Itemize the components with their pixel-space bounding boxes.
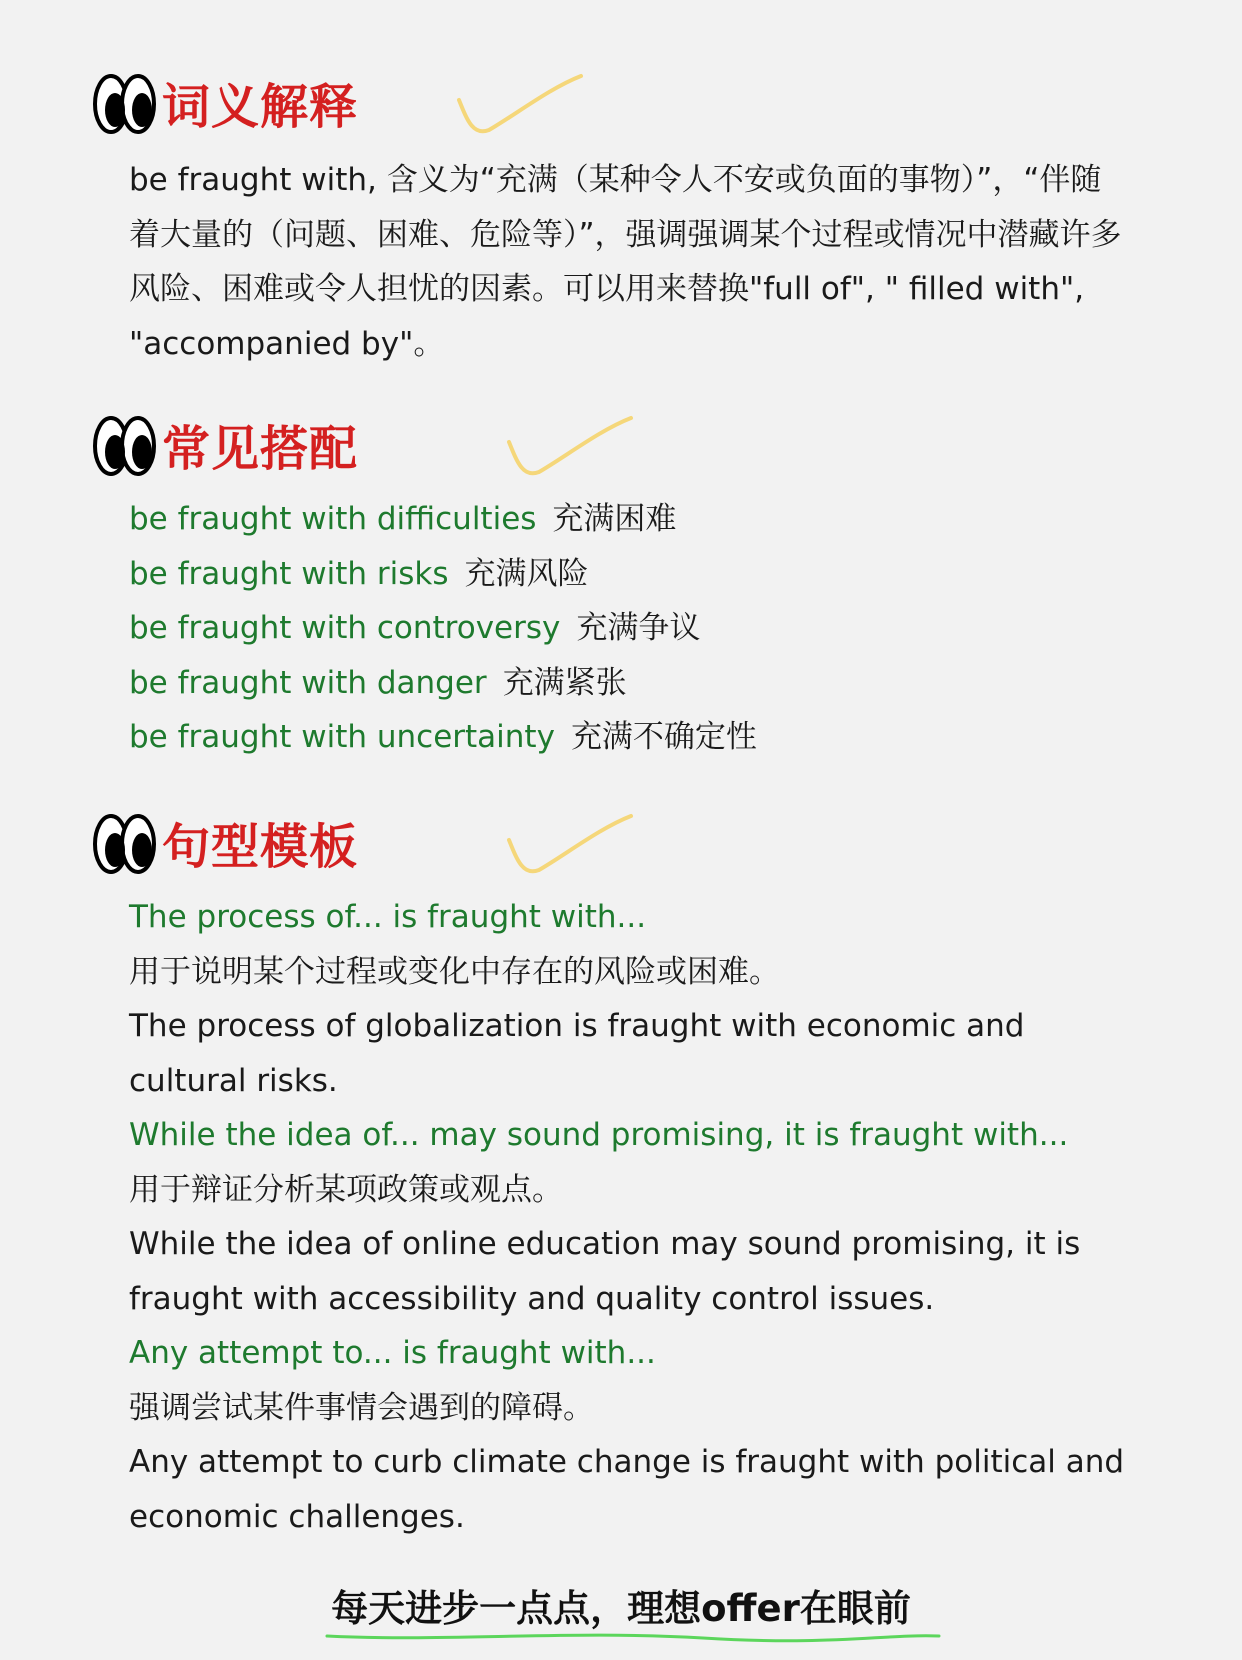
template-example: Any attempt to curb climate change is fraught with political and economic challenges. [129,1444,1125,1535]
collocation-en: be fraught with difficulties [129,501,537,537]
collocation-zh: 充满争议 [576,610,701,646]
checkmark-icon [505,810,635,880]
section-title: 词义解释 [162,79,359,135]
template-pattern: Any attempt to... is fraught with... [129,1335,656,1371]
template-usage: 用于说明某个过程或变化中存在的风险或困难。 [129,953,780,990]
list-item [129,492,1189,547]
eyes-icon [92,412,158,478]
section-header-collocations [92,410,358,479]
collocation-en: be fraught with danger [129,664,487,701]
template-pattern: The process of... is fraught with... [129,899,647,935]
collocation-zh: 充满不确定性 [570,719,757,755]
list-item [129,656,1189,711]
checkmark-icon [455,70,585,140]
template-block [129,890,1149,1544]
section-title: 句型模板 [162,819,359,875]
eyes-icon [92,70,158,136]
eyes-icon [92,810,158,876]
collocation-list [129,492,1189,765]
template-example: While the idea of online education may sound promising, it is fraught with accessibility and quality control issues. [129,1226,1081,1317]
footer-text: 每天进步一点点，理想offer在眼前 [331,1587,911,1630]
template-example: The process of globalization is fraught with economic and cultural risks. [129,1008,1025,1099]
template-usage: 用于辩证分析某项政策或观点。 [129,1171,563,1208]
collocation-zh: 充满困难 [552,501,677,537]
section-title: 常见搭配 [162,421,359,477]
checkmark-icon [505,412,635,482]
template-usage: 强调尝试某件事情会遇到的障碍。 [129,1389,594,1426]
list-item [129,547,1189,602]
collocation-en: be fraught with controversy [129,610,561,646]
list-item [129,601,1189,656]
collocation-zh: 充满紧张 [502,664,627,701]
collocation-en: be fraught with risks [129,555,449,592]
collocation-zh: 充满风险 [464,555,589,592]
collocation-en: be fraught with uncertainty [129,719,555,755]
footer-slogan [0,1578,1242,1632]
definition-text: be fraught with, 含义为“充满（某种令人不安或负面的事物）”，“伴随着大量的（问题、困难、危险等）”，强调强调某个过程或情况中潜藏许多风险、困难或令人担忧的因素。可以用来替换"full of", " filled with", "accompanied by"。 [129,162,1122,362]
underline-decoration [323,1626,943,1646]
section-header-definition [92,68,358,137]
list-item [129,710,1189,765]
template-pattern: While the idea of... may sound promising, it is fraught with... [129,1117,1069,1153]
section-header-templates [92,808,358,877]
